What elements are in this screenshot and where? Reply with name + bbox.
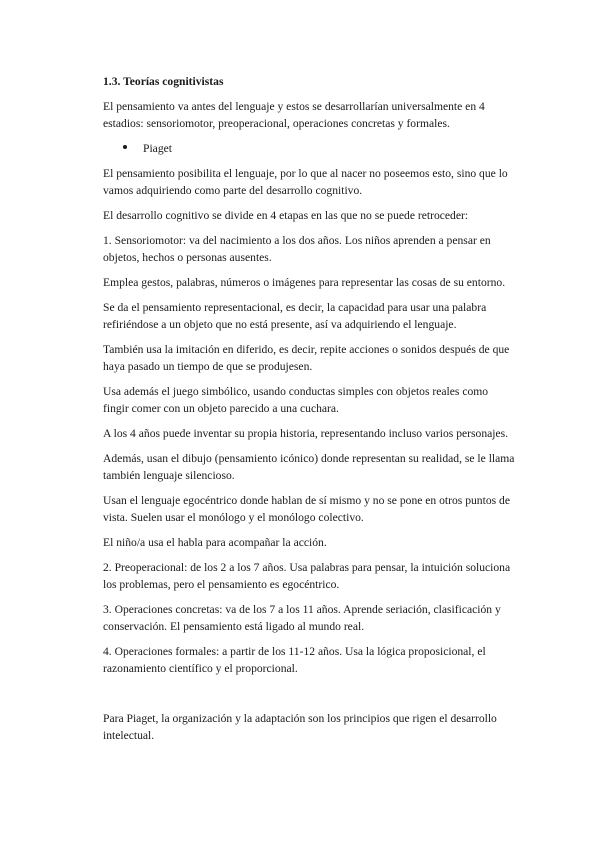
paragraph-11: El niño/a usa el habla para acompañar la acción.	[103, 536, 327, 549]
bullet-icon	[123, 140, 143, 157]
closing-paragraph: Para Piaget, la organización y la adaptación son los principios que rigen el desarrollo intelectual.	[103, 712, 497, 742]
document-body	[103, 73, 515, 752]
bullet-label: Piaget	[143, 142, 172, 155]
paragraph-13: 3. Operaciones concretas: va de los 7 a los 11 años. Aprende seriación, clasificación y conservación. El pensamiento está ligado al mundo real.	[103, 603, 501, 633]
paragraph-10: Usan el lenguaje egocéntrico donde hablan de sí mismo y no se pone en otros puntos de vista. Suelen usar el monólogo y el monólogo colectivo.	[103, 494, 510, 524]
paragraph-8: A los 4 años puede inventar su propia historia, representando incluso varios personajes.	[103, 427, 509, 440]
section-heading: 1.3. Teorías cognitivistas	[103, 75, 224, 88]
paragraph-3: 1. Sensoriomotor: va del nacimiento a los dos años. Los niños aprenden a pensar en objetos, hechos o personas ausentes.	[103, 234, 491, 264]
paragraph-14: 4. Operaciones formales: a partir de los 11-12 años. Usa la lógica proposicional, el razonamiento científico y el proporcional.	[103, 645, 486, 675]
blank-line	[103, 685, 515, 710]
paragraph-12: 2. Preoperacional: de los 2 a los 7 años. Usa palabras para pensar, la intuición soluciona los problemas, pero el pensamiento es egocéntrico.	[103, 561, 511, 591]
paragraph-4: Emplea gestos, palabras, números o imágenes para representar las cosas de su entorno.	[103, 276, 506, 289]
bullet-item	[103, 140, 515, 157]
paragraph-7: Usa además el juego simbólico, usando conductas simples con objetos reales como fingir comer con un objeto parecido a una cuchara.	[103, 385, 489, 415]
paragraph-9: Además, usan el dibujo (pensamiento icónico) donde representan su realidad, se le llama también lenguaje silencioso.	[103, 452, 515, 482]
intro-paragraph: El pensamiento va antes del lenguaje y estos se desarrollarían universalmente en 4 estadios: sensoriomotor, preoperacional, operaciones concretas y formales.	[103, 100, 485, 130]
paragraph-6: También usa la imitación en diferido, es decir, repite acciones o sonidos después de que haya pasado un tiempo de que se produjesen.	[103, 343, 510, 373]
paragraph-1: El pensamiento posibilita el lenguaje, por lo que al nacer no poseemos esto, sino que lo vamos adquiriendo como parte del desarrollo cognitivo.	[103, 167, 508, 197]
paragraph-2: El desarrollo cognitivo se divide en 4 etapas en las que no se puede retroceder:	[103, 209, 469, 222]
paragraph-5: Se da el pensamiento representacional, es decir, la capacidad para usar una palabra refiriéndose a un objeto que no está presente, así va adquiriendo el lenguaje.	[103, 301, 487, 331]
